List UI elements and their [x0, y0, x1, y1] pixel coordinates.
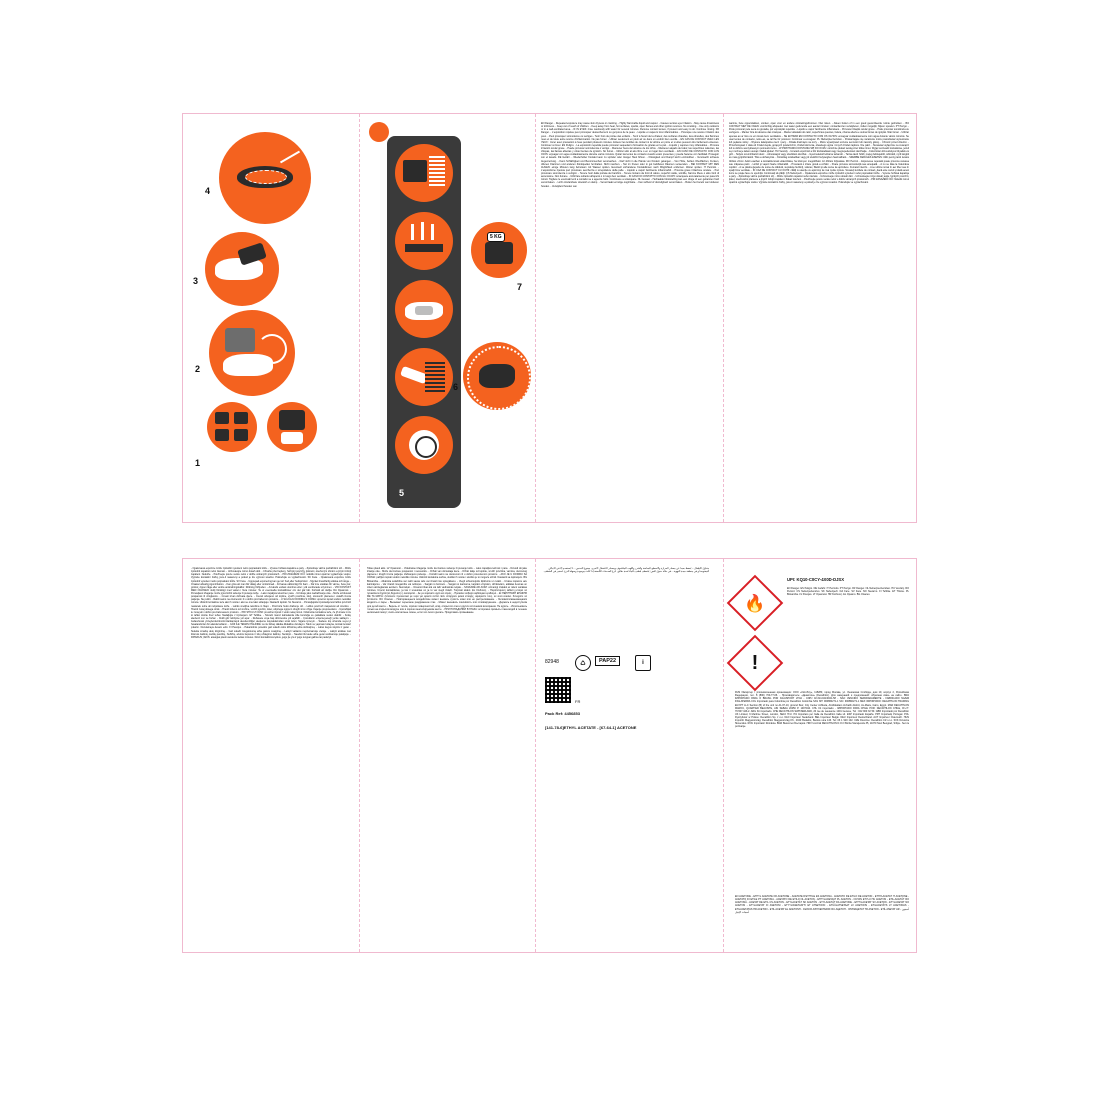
flame-hazard-icon: 🔥 [727, 575, 784, 632]
exclamation-hazard-icon: ! [727, 635, 784, 692]
step-6-illustration [463, 342, 531, 410]
recycle-code-label: 82948 [545, 659, 559, 665]
strip-step-e [395, 416, 453, 474]
qr-code-icon [545, 677, 571, 703]
fold-line [359, 559, 360, 952]
strip-step-a [395, 144, 453, 202]
fold-line [535, 114, 536, 522]
step-1a-illustration [207, 402, 257, 452]
step-number-3: 3 [193, 276, 199, 286]
info-icon: i [635, 655, 651, 671]
step-4-illustration [219, 132, 311, 224]
safety-text-column-4: warmte, hete oppervlakken, vonken, open vuur en andere ontstekingsbronnen. Niet roken. - Alleen buiten of in een goed geventileerde ruimte gebruiken. - BIJ CONTACT MET DE OGEN: voorzichtig afspoelen met water gedurende een aantal minuten; contactlenzen verwijderen, indien mogelijk; blijven spoelen. PT Perigo. - Pode provocar pele seca ou gretada, por exposição repetida. - Líquido e vapor facilmente inflamáveis. - Provoca irritação ocular grave. - Pode provocar sonolência ou vertigens. - Manter fora do alcance das crianças. - Manter afastado do calor, superfícies quentes, faísca, chama aberta e outras fontes de ignição. Não fumar. - Utilizar apenas ao ar livre ou em locais bem ventilados. - SE ENTRAR EM CONTACTO COM OS OLHOS: enxaguar cuidadosamente com água durante vários minutos. Se usar lentes de contacto, retire-as, se tal lhe for possível. Continuar a enxaguar. PL Niebezpieczeństwo. - Powtarzające się narażenie może powodować wysuszanie lub pękanie skóry. - Wysoce łatwopalna ciecz i pary. - Działa drażniąco na oczy. - Może wywoływać uczucie senności lub zawroty głowy. - Chronić przed dziećmi. - Przechowywać z dala od źródeł ciepła, gorących powierzchni, źródeł iskrzenia, otwartego ognia i innych źródeł zapłonu. Nie palić. - Stosować wyłącznie na zewnątrz lub w dobrze wentylowanym pomieszczeniu. - W PRZYPADKU DOSTANIA SIĘ DO OCZU: ostrożnie płukać wodą przez kilka minut. Wyjąć soczewki kontaktowe, jeżeli są i można je łatwo usunąć. Nadal płukać. HU Veszély. - Ismételt expozíció a bőr kiszáradását vagy megrepedezését okozhatja. - Fokozottan tűzveszélyes folyadék és gőz. - Súlyos szemirritációt okoz. - Álmosságot vagy szédülést okozhat. - Gyermekektől elzárva tartandó. - Tartsa távol hőtől, meleg felületektől, szikrától, nyílt lángtól és más gyújtóforrástól. Tilos a dohányzás. - Kizárólag szabadban vagy jól szellőző helyiségben használható. - SZEMBE KERÜLÉS ESETÉN: több percig tartó óvatos öblítés vízzel. Adott esetben a kontaktlencsék eltávolítása, ha könnyen megoldható. Az öblítés folytatása. RO Pericol. - Expunerea repetată poate provoca uscarea sau crăparea pielii. - Lichid şi vapori foarte inflamabili. - Provoacă o iritare gravă a ochilor. - Poate provoca somnolenţă sau ameţeală. - A nu se lăsa la îndemâna copiilor. - A se păstra departe de surse de căldură, suprafeţe fierbinţi, scântei, flăcări şi alte surse de aprindere. Fumatul interzis. - A se utiliza numai în aer liber sau în spaţii bine ventilate. - ÎN CAZ DE CONTACT CU OCHII: clătiţi cu atenţie cu apă timp de mai multe minute. Scoateţi lentilele de contact, dacă este cazul şi dacă acest lucru se poate face cu uşurinţă. Continuaţi să clătiţi. CS Nebezpečí. - Opakovaná expozice může způsobit vysušení nebo popraskání kůže. - Vysoce hořlavá kapalina a páry. - Způsobuje vážné podráždění očí. - Může způsobit ospalost nebo závratě. - Uchovávejte mimo dosah dětí. - Uchovávejte mimo dosah tepla, horkých povrchů, jisker, otevřeného plamene a jiných zdrojů zapálení. Zákaz kouření. - Používejte pouze venku nebo v dobře větraných prostorách. - PŘI ZASAŽENÍ OČÍ: Několik minut opatrně vyplachujte vodou. Vyjměte kontaktní čočky, jsou-li nasazeny a pokud je lze vyjmout snadno. Pokračujte ve vyplachování. [729, 122, 909, 185]
fold-line [723, 559, 724, 952]
step-number-4: 4 [205, 186, 211, 196]
weight-badge: 5 KG [487, 232, 505, 242]
hazard-word-languages: EN Danger. ES Peligro. DE Gefahr. IT Pericolo. PT Perigo. FR Danger. NL Nebezpieczeństwo. HU Veszély. RO Pericol. CS Nebezpečenstvo. SK Nebezpečí. DA Fare. SV Fara. NO Nevarno. FI Tehlike. ET Tõsine. PL Bīstamība. LV Pavojus. LT Opasnost. HR Κίνδυνος. EL Opasno. BG Опасно. [787, 587, 909, 597]
fr-mark: FR [575, 699, 581, 704]
fold-line [535, 559, 536, 952]
cas-number-line: [141-78-6]ETHYL ACETATE - [67-64-1] ACETONE [545, 725, 637, 730]
importer-information: RUS Импортер / уполномоченная организация: ООО «Октоблу», 115280, город Москва, ул. Ленинская Слобода, дом 19, корпус 2, Российская Федерация, тел. 8 (800) 700-77-66. - Производитель: «Декатлон» (Decathlon). Для замечаний и предложений: обратная связь на сайте. BRA IMPORTADO PARA O BRASIL POR IGUASPORT LTDA - CNPJ 02.314.041/0021-58 - NÃO VENCIDO SEPARADAMENTE - FABRICADO NA/EM INGLATERRA COL Importado para Colombia por Decathlon Colombia SAS NIT: 900860271-1 SIC: 900860271-1 MEX IMPORTADO: DECATHLON TRADING EGYPT LLC Section (B) of the unit no A1-67-10, ground floor, City Center Al-Maza, Al-Mokattam Al-Katib district, AL-Maza, Cairo, Egypt. MAR DECATHLON MAROC, QUARTIER BEAUSITE, AIN SEBAA 20250 P. 1007044. CHL Kit importado - IMPORTADO PARA CHILE POR: DECATHLON CHILE, R.U.T. 76.507.443-2. ARG Kit importado. CHE DECATHLON SWITZERLAND, 20 rue de Lausanne 1201 Genève, Tél : 022 900 32 50. GBR Importado por Decathlon UK Limited, 9 Martime Street, London, SE16 7FU. ITA Importato per Italia da Decathlon Italia srl. ESP Importado España. PRT Importado Portugal. POL Dystrybutor w Polsce: Decathlon Sp. z o.o. NLD Importeur Nederland. BEL Importeur België. DEU Importeur Deutschland. AUT Importeur Österreich. HUN Importőr Magyarország: Decathlon Magyarország Kft., 2040 Budaörs, Baross utca 146. Tel: 06 1 920 102. CZE Dovozce: Decathlon CZ s.r.o. SVK Dovozca Slovensko. ROU Importator România. BGR Вносител България. HRV Uvoznik DECATHLON D.O.O Borša Stanojevića 35, 11070 Novi Beograd, Srbija - Set za pozivanje. [735, 691, 909, 729]
strip-step-b [395, 212, 453, 270]
step-3-illustration [205, 232, 279, 306]
rotate-icon [369, 122, 389, 142]
pictogram-column [183, 114, 359, 522]
upi-code: UPI: KQ10-C0CY-4X0D-DJSX [787, 577, 845, 582]
strip-step-number-5: 5 [399, 488, 405, 498]
green-dot-icon: ♺ [575, 655, 591, 671]
multilingual-text-column-1: - Opakovaná expozice může způsobit vysušení nebo popraskání kůže. - Vysoce hořlavá kapalina a páry. - Způsobuje vážné podráždění očí. - Může způsobit ospalost nebo závratě. - Uchovávejte mimo dosah dětí. - Chraňte před teplem, horkými povrchy, jiskrami, otevřeným ohněm a jinými zdroji zapálení. Nekuřte. - Používejte pouze venku nebo v dobře větraných prostorách. - PŘI ZASAŽENÍ OČÍ: několik minut opatrně vyplachujte vodou. Vyjměte kontaktní čočky, jsou-li nasazeny a pokud je lze vyjmout snadno. Pokračujte ve vyplachování. SK Fara. - Opakovaná expozice může způsobit vysušení nebo popraskání kůže. SV Fara. - Upprepad exponering kan ge torr hud eller hudsprickor. - Mycket brandfarlig vätska och ånga. - Orsakar allvarlig ögonirritation. - Kan göra att man blir dåsig eller omtöcknad. - Förvaras oåtkomligt för barn. - Får inte utsättas för värme, heta ytor, gnistor, öppen låga eller andra antändningskällor. Rökning förbjuden. - Används endast utomhus eller i väl ventilerade utrymmen. - VID KONTAKT MED ÖGONEN: skölj försiktigt med vatten i flera minuter. Ta ur eventuella kontaktlinser om det går lätt. Fortsätt att skölja. DA Opasnost. - Ponavljano izlaganje može prouzročiti sušenje ili pucanje kože. - Lako zapaljiva tekućina i para. - Uzrokuje jako nadraživanje oka. - Može uzrokovati pospanost ili vrtoglavicu. - Čuvati izvan dohvata djece. - Čuvati odvojeno od topline, vrućih površina, iskri, otvorenih plamena i ostalih izvora paljenja. Ne pušiti. - Rabiti samo na otvorenom ili u dobro prozračenom prostoru. - U SLUČAJU DODIRA S OČIMA: oprezno isprati vodom nekoliko minuta. Ukloniti kontaktne leće ako ih nosite i ako se one lako uklanjaju. Nastaviti ispirati. SL Nevarno. - Ponavljajoča izpostavljenost lahko povzroči nastanek suhe ali razpokane kože. - Lahko vnetljiva tekočina in hlapi. - Povzroča hudo draženje oči. - Lahko povzroči zaspanost ali omotico. - Hraniti zunaj dosega otrok. - Hraniti ločeno od vročine, vročih površin, isker, odprtega ognja in drugih virov vžiga. Kajenje prepovedano. - Uporabljati le zunaj ali v dobro prezračevanem prostoru. - PRI STIKU Z OČMI: previdno izprati z vodo nekaj minut. Odstranite kontaktne leče, če jih imate in če to lahko storite brez težav. Nadaljujte z izpiranjem. ET Tehlike. - Tekrarlı maruz kalmalarda cilte kuruluğa ve çatlaklara neden olabilir. - Kolay alevlenir sıvı ve buhar. - Ciddi göz tahrişine yol açar. - Rehavete veya baş dönmesine yol açabilir. - Çocukların erişemeyeceği yerde saklayın. - Isıdan/sıcak yüzeylerden/kıvılcımlardan/açık alevden/diğer ateşleme kaynaklarından uzak tutun. Sigara içmeyin. - Sadece dış ortamda veya iyi havalandırılan bir alanda kullanın. - GÖZ İLE TEMASI HALİNDE: su ile birkaç dakika dikkatlice durulayın. Takılı ve yapması kolaysa, kontak lensleri çıkartın. Durulamaya devam edin. FI Pavojus. - Pakartotinis poveikis gali sukelti odos džiūvimą arba skilinėjimą. - Labai degus skystis ir garai. - Sukelia smarkų akių dirginimą. - Gali sukelti mieguistumą arba galvos svaigimą. - Laikyti vaikams neprieinamoje vietoje. - Laikyti atokiau nuo šilumos šaltinių, karštų paviršių, žiežirbų, atviros liepsnos ir kitų uždegimo šaltinių. Nerūkyti. - Naudoti tik lauke arba gerai vėdinamoje patalpoje. - PATEKUS Į AKIS: atsargiai plauti vandeniu kelias minutes. Išimti kontaktinius lęšius, jeigu jie yra ir jeigu lengvai galima tai padaryti. [191, 567, 351, 639]
step-2-illustration [209, 310, 295, 396]
steps-strip-column [359, 114, 535, 522]
ingredient-names-multilingual: EN ACETONE - ETHYL ACETATE FR ACÉTONE - ACÉTATE D'ÉTHYLE ES ACETONA - ACETATO DE ETILO DE ACETON - ETHYLACETAT IT ACETONE - ACETATO DI ETILE PT ACETONA - ACETATO DE ETILO NL ACETON - ETHYLACETAAT PL ACETON - OCTAN ETYLU HU ACETON - ETIL-ACETÁT RO ACETONĂ - ACETAT DE ETIL CS ACETON - ETYLACETÁT SK ACETÓN - ETYLACETÁT DA ACETONE - ETHYLACETAT SV ACETON - ETYLACETAT NO ACETON - ETYLACETAT FI ASETONI - ETYYLIASETAATTI ET ATSETOON - ETÜÜLATSETAAT LV ACETONS - ETILACETĀTS LT ACETONAS - ETILACETATAS HR ACETON - ETIL ACETAT EL ΑΚΕΤΟΝΗ - ΟΞΙΚΟΣ ΑΙΘΥΛΕΣΤΕΡΑΣ RU АЦЕТОН - ЭТИЛАЦЕТАТ TR ASETON - ETİL ASETAT AR أسيتون - أسيتات الإيثيل [735, 895, 909, 914]
step-number-7: 7 [517, 282, 523, 292]
arabic-text-block: متناول الأطفال. - يُحفظ بعيداً عن مصادر الحرارة والأسطح الساخنة والشرر واللهب المكشوف ومصادر الاشتعال الأخرى. ممنوع التدخين. - لا يُستخدم إلا في الأماكن المفتوحة أو في منطقة جيدة التهوية. - في حالة دخول العين: يُشطف بلطف بالماء لعدة دقائق. انزع العدسات اللاصقة إذا كانت موجودة وسهلة النزع. استمر في الشطف. [543, 567, 709, 574]
strip-step-d [395, 348, 453, 406]
fold-line [723, 114, 724, 522]
strip-step-c [395, 280, 453, 338]
steps-strip [387, 136, 461, 508]
safety-text-column-3: EN Danger. - Repeated exposure may cause skin dryness or cracking. - Highly flammable liquid and vapour. - Causes serious eye irritation. - May cause drowsiness or dizziness. - Keep out of reach of children. - Keep away from heat, hot surfaces, sparks, open flames and other ignition sources. No smoking. - Use only outdoors or in a well-ventilated area. - IF IN EYES: rinse cautiously with water for several minutes. Remove contact lenses, if present and easy to do. Continue rinsing. FR Danger. - L'exposition répétée peut provoquer dessèchement ou gerçures de la peau. - Liquide et vapeurs très inflammables. - Provoque une sévère irritation des yeux. - Peut provoquer somnolence ou vertiges - Tenir hors de portée des enfants. - Tenir à l'écart de la chaleur, des surfaces chaudes, des étincelles, des flammes nues et de toute autre source d'inflammation. Ne pas fumer. - Utiliser seulement en plein air ou dans un endroit bien ventilé. - EN CAS DE CONTACT AVEC LES YEUX : rincer avec précaution à l'eau pendant plusieurs minutes. Enlever les lentilles de contact si la victime en porte et si elles peuvent être facilement enlevées. Continuer à rincer. ES Peligro. - La exposición repetida puede provocar sequedad o formación de grietas en la piel. - Líquido y vapores muy inflamables. - Provoca irritación ocular grave. - Puede provocar somnolencia o vértigo. - Mantener fuera del alcance de los niños. - Mantener alejado del calor, las superficies calientes, las chispas, las llamas abiertas y otras fuentes de ignición. No fumar. - Utilizar sólo al aire libre o en un lugar bien ventilado. - EN CASO DE CONTACTO CON LOS OJOS: enjuagar con agua cuidadosamente durante varios minutos. Quitar las lentes de contacto cuando estén presentes y pueda hacerse con facilidad. Proseguir con el lavado. DE Gefahr. - Wiederholter Kontakt kann zu spröder oder rissiger Haut führen. - Flüssigkeit und Dampf leicht entzündbar. - Verursacht schwere Augenreizung. - Kann Schläfrigkeit und Benommenheit verursachen. - Darf nicht in die Hände von Kindern gelangen. - Von Hitze, heißen Oberflächen, Funken, offenen Flammen und anderen Zündquellen fernhalten. Nicht rauchen. - Nur im Freien oder in gut belüfteten Räumen verwenden. - BEI KONTAKT MIT DEN AUGEN: einige Minuten lang behutsam mit Wasser spülen. Eventuell vorhandene Kontaktlinsen nach Möglichkeit entfernen. Weiter spülen. IT Pericolo. - L'esposizione ripetuta può provocare secchezza o screpolature della pelle. - Liquido e vapori facilmente infiammabili. - Provoca grave irritazione oculare. - Può provocare sonnolenza o vertigini. - Tenere fuori dalla portata dei bambini. - Tenere lontano da fonti di calore, superfici calde, scintille, fiamme libere o altre fonti di accensione. Non fumare. - Utilizzare soltanto all'aperto o in luogo ben ventilato. - IN CASO DI CONTATTO CON GLI OCCHI: sciacquare accuratamente per parecchi minuti. Togliere le eventuali lenti a contatto se è agevole farlo. Continuare a sciacquare. NL Gevaar. - Herhaalde blootstelling kan een droge of een gebarsten huid veroorzaken. - Licht ontvlambare vloeistof en damp. - Veroorzaakt ernstige oogirritatie. - Kan sufheid of duizeligheid veroorzaken. - Buiten het bereik van kinderen houden. - Verwijderd houden van [541, 122, 719, 188]
pack-reference: Pack Ref: 4456853 [545, 711, 580, 716]
multilingual-text-column-2: Toliau plauti akis. LV Opasnost. - Vīdekratoe izlaganje može da izazove sušenje ili pucanje kože. - Lako zapaljiva tečnost i para. - Dovodi do jake iritacije oka - Može da izazove pospanost i nesvesticu. - Držati van domašaja dece. - Držati dalje od toplote, vrućih površina, varnica, otvorenog plamena i drugih izvora paljenja. Zabranjeno pušenje. - Koristiti samo na otvorenom ili u dobro provetrenom prostoru. - AKO JE U DODIRU SA OČIMA: pažljivo isprati vodom nekoliko minuta. Ukloniti kontaktna sočiva, ukoliko ih nosite i ukoliko je to moguće učiniti. Nastaviti sa ispiranjem. BG Bīstamība. - Atkārtota iedarbība var radīt sausu ādu vai izraisīt tās sprēgāšanu. - Viegli uzliesmojošs šķidrums un tvaiki. - Izraisa nopietnu acu kairinājumu. - Var izraisīt miegainību vai reiboņus. - Sargāt no bērniem. - Sargāt no karstuma, karstām virsmām, dzirkstelēm, atklātas liesmas un citiem aizdegšanās avotiem. Nesmēķēt. - Izmantot tikai ārā vai labi vēdināmās telpās. - SASKARĒ AR ACĪM: uzmanīgi izskalot ar ūdeni vairākas minūtes. Izņemt kontaktlēcas, ja tās ir ievietotas un ja to var viegli izdarīt. Turpināt skalot. EL Κίνδυνος. - Παρατεταμένη έκθεση μπορεί να προκαλέσει ξηρότητα δέρματος ή σκασίματα. - Δε με εύφλεκτο υγρό και ατμός. - Προκαλεί σοβαρό οφθαλμικό ερεθισμό. - ΕΙ ΠΕΡΙΠΤΩΣΗ ΕΠΑΦΗΣ ΜΕ ΤΑ ΜΑΤΙΑ: ξεπλύνετε προσεκτικά με νερό για αρκετά λεπτά. Εάν υπάρχουν φακοί επαφής, αφαιρέστε τους, αν είναι εύκολο. Συνεχίστε να ξεπλένετε. RU Опасно. - Повторяющееся воздействие может вызвать сухость кожи или её растрескивание. - Легковоспламеняющаяся жидкость и пары. - Вызывает серьёзное раздражение глаз. - Может вызывать сонливость или головокружение. - Держать в недоступном для детей месте. - Беречь от тепла, горячих поверхностей, искр, открытого огня и других источников возгорания. Не курить. - Использовать только на открытом воздухе или в хорошо вентилируемом месте. - ПРИ ПОПАДАНИИ В ГЛАЗА: осторожно промыть глаза водой в течение нескольких минут; снять контактные линзы, если это легко сделать. Продолжать промывание. [367, 567, 527, 614]
step-number-6: 6 [453, 382, 459, 392]
step-7-illustration [471, 222, 527, 278]
pap22-recycling-mark: PAP22 [595, 656, 620, 666]
step-number-1: 1 [195, 458, 201, 468]
step-number-2: 2 [195, 364, 201, 374]
step-1b-illustration [267, 402, 317, 452]
leaflet-sheet-bottom [182, 558, 917, 953]
leaflet-sheet-top [182, 113, 917, 523]
